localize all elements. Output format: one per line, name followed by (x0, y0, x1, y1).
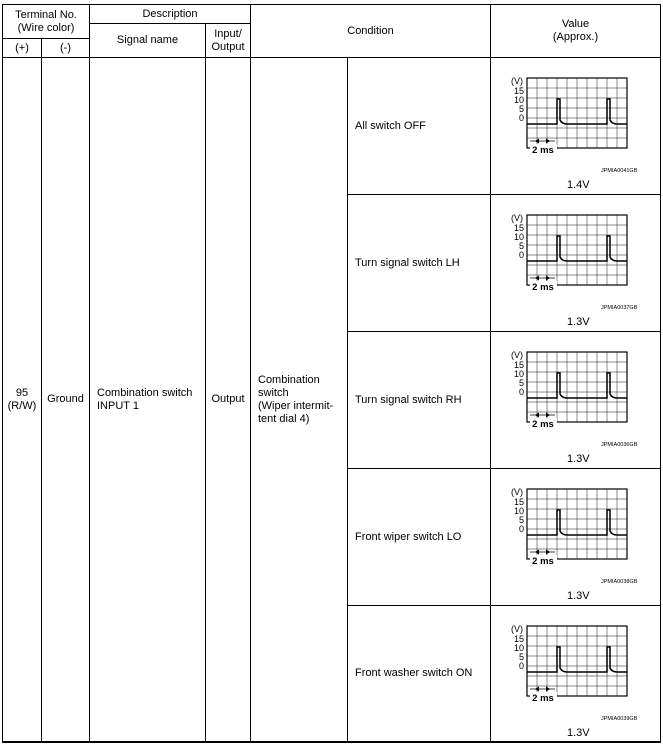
axis-tick-label: 15 (513, 223, 524, 233)
time-scale-arrow (546, 687, 550, 692)
header-plus: (+) (15, 41, 29, 54)
figure-id: JPMIA0041GB (601, 168, 638, 174)
oscilloscope-figure (491, 58, 660, 168)
axis-unit: (V) (511, 350, 523, 360)
axis-tick-label: 10 (513, 232, 524, 242)
oscilloscope-figure (491, 332, 660, 442)
figure-id: JPMIA0036GB (601, 442, 638, 448)
figure-id: JPMIA0038GB (601, 579, 638, 585)
scope-block (491, 58, 660, 194)
axis-unit: (V) (511, 213, 523, 223)
time-scale-label: 2 ms (532, 145, 554, 156)
scope-block (491, 332, 660, 468)
figure-id: JPMIA0037GB (601, 305, 638, 311)
input-output-cell: Output (211, 393, 245, 405)
oscilloscope-figure (491, 606, 660, 716)
axis-tick-label: 5 (518, 652, 524, 662)
axis-tick-label: 0 (518, 250, 524, 260)
time-scale-arrow (546, 139, 550, 144)
table-rule (660, 4, 661, 743)
scope-block (491, 606, 660, 741)
header-description: Description (142, 7, 198, 20)
condition-label: Turn signal switch RH (355, 393, 462, 406)
value-reading: 1.3V (567, 727, 590, 739)
condition-label: Front wiper switch LO (355, 530, 462, 543)
axis-tick-label: 0 (518, 113, 524, 123)
time-scale-label: 2 ms (532, 419, 554, 430)
axis-tick-label: 15 (513, 497, 524, 507)
value-reading: 1.3V (567, 590, 590, 602)
figure-id: JPMIA0039GB (601, 716, 638, 722)
condition-label: All switch OFF (355, 119, 426, 132)
table-rule (2, 741, 661, 743)
header-minus: (-) (60, 41, 71, 54)
header-terminal-no: Terminal No. (Wire color) (15, 8, 77, 34)
time-scale-label: 2 ms (532, 556, 554, 567)
signal-name-cell: Combination switch INPUT 1 (97, 386, 193, 412)
terminal-minus-cell: Ground (47, 393, 84, 405)
time-scale-arrow (546, 550, 550, 555)
axis-tick-label: 5 (518, 515, 524, 525)
time-scale-label: 2 ms (532, 693, 554, 704)
value-reading: 1.3V (567, 316, 590, 328)
axis-tick-label: 5 (518, 378, 524, 388)
condition-label: Front washer switch ON (355, 667, 473, 679)
axis-unit: (V) (511, 487, 523, 497)
time-scale-label: 2 ms (532, 282, 554, 293)
axis-tick-label: 15 (513, 360, 524, 370)
time-scale-arrow (546, 276, 550, 281)
table-rule (347, 57, 348, 743)
axis-tick-label: 10 (513, 95, 524, 105)
condition-group-cell: Combination switch (Wiper intermit- tent dial 4) (258, 373, 334, 425)
axis-tick-label: 0 (518, 387, 524, 397)
oscilloscope-figure (491, 195, 660, 305)
header-signal-name: Signal name (116, 34, 179, 46)
terminal-plus-cell: 95 (R/W) (7, 386, 37, 412)
table-rule (250, 4, 251, 743)
axis-tick-label: 5 (518, 241, 524, 251)
axis-tick-label: 15 (513, 634, 524, 644)
table-rule (89, 4, 90, 743)
scope-block (491, 195, 660, 331)
axis-tick-label: 15 (513, 86, 524, 96)
header-condition: Condition (347, 24, 394, 37)
axis-tick-label: 10 (513, 369, 524, 379)
time-scale-arrow (546, 413, 550, 418)
axis-unit: (V) (511, 76, 523, 86)
axis-unit: (V) (511, 624, 523, 634)
value-reading: 1.4V (567, 179, 590, 191)
axis-tick-label: 5 (518, 104, 524, 114)
value-reading: 1.3V (567, 453, 590, 465)
header-input-output: Input/ Output (211, 27, 245, 53)
header-value: Value (Approx.) (552, 18, 599, 43)
axis-tick-label: 10 (513, 643, 524, 653)
axis-tick-label: 10 (513, 506, 524, 516)
axis-tick-label: 0 (518, 661, 524, 671)
scope-block (491, 469, 660, 605)
axis-tick-label: 0 (518, 524, 524, 534)
oscilloscope-figure (491, 469, 660, 579)
condition-label: Turn signal switch LH (355, 256, 460, 269)
